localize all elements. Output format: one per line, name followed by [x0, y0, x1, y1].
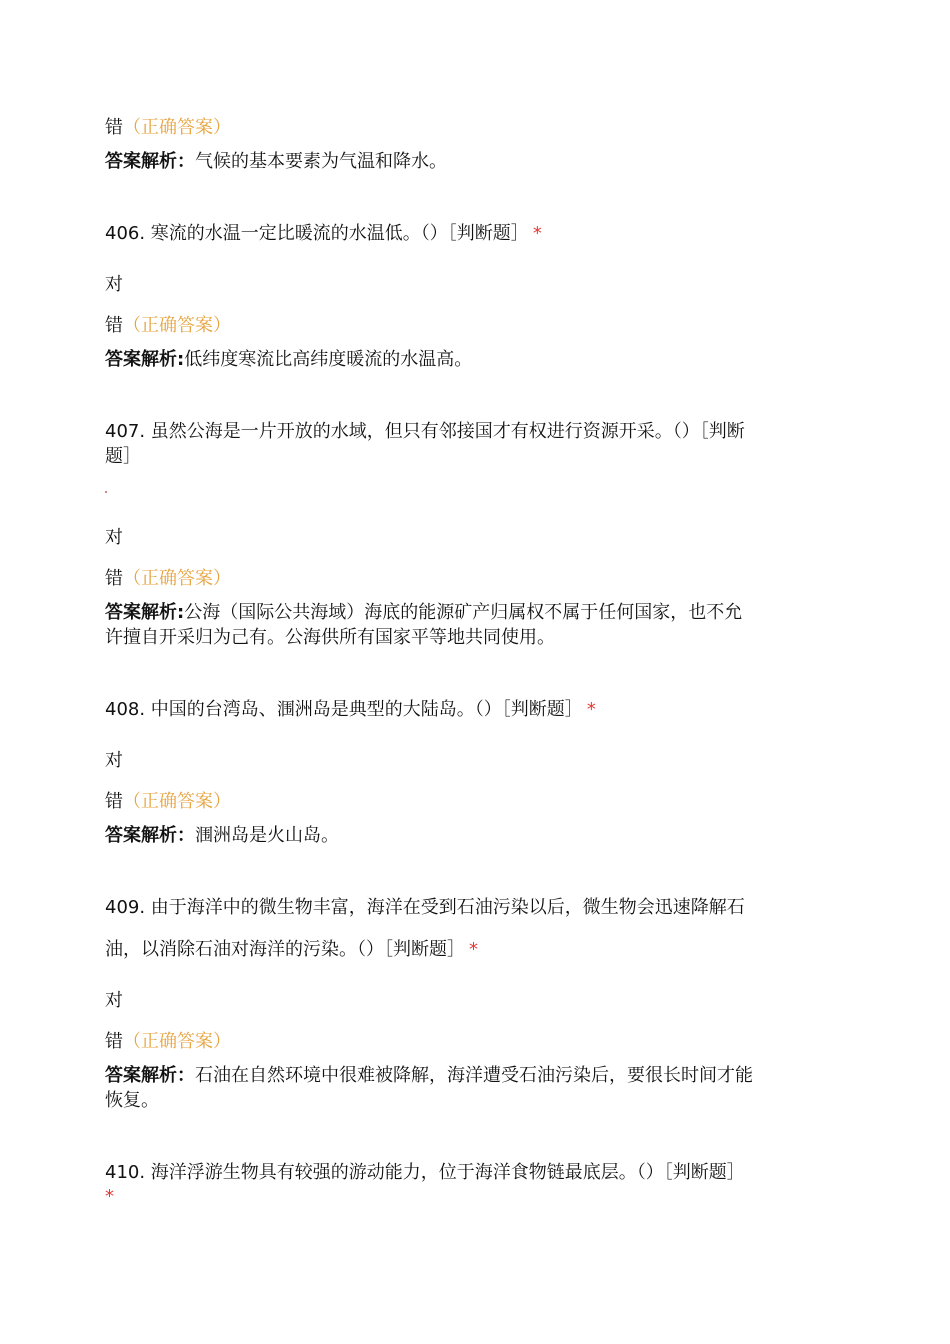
question-text-line1: 409. 由于海洋中的微生物丰富，海洋在受到石油污染以后，微生物会迅速降解石 [105, 897, 745, 918]
correct-answer-tag: （正确答案） [123, 1031, 231, 1052]
answer-analysis [105, 1064, 845, 1088]
question-text: 408. 中国的台湾岛、涠洲岛是典型的大陆岛。（）［判断题］ [105, 699, 583, 720]
analysis-text: 气候的基本要素为气温和降水。 [195, 151, 447, 172]
answer-analysis [105, 348, 845, 372]
analysis-text-line1: 公海（国际公共海域）海底的能源矿产归属权不属于任何国家，也不允 [184, 602, 743, 623]
option-wrong[interactable] [105, 314, 845, 338]
option-right-label: 对 [105, 527, 123, 548]
analysis-text-line1: 石油在自然环境中很难被降解，海洋遭受石油污染后，要很长时间才能 [195, 1065, 753, 1086]
correct-answer-tag: （正确答案） [123, 117, 231, 138]
question-text-line2: 题］ [105, 446, 141, 467]
analysis-text: 低纬度寒流比高纬度暖流的水温高。 [184, 349, 473, 370]
question-text-line2: 油，以消除石油对海洋的污染。（）［判断题］ [105, 939, 465, 960]
analysis-text: 涠洲岛是火山岛。 [195, 825, 339, 846]
option-wrong[interactable] [105, 1030, 845, 1054]
answer-analysis [105, 824, 845, 848]
option-right[interactable] [105, 526, 845, 550]
question-title [105, 222, 845, 246]
option-wrong-label: 错 [105, 315, 123, 336]
correct-answer-tag: （正确答案） [123, 315, 231, 336]
option-right[interactable] [105, 749, 845, 773]
analysis-label: 答案解析： [105, 1065, 195, 1086]
option-wrong[interactable] [105, 790, 845, 814]
question-text-line1: 407. 虽然公海是一片开放的水域，但只有邻接国才有权进行资源开采。（）［判断 [105, 421, 745, 442]
required-mark: * [532, 223, 542, 244]
question-title-continued [105, 938, 845, 962]
stray-dot [105, 491, 107, 493]
option-right-label: 对 [105, 990, 123, 1011]
question-title [105, 896, 845, 920]
question-title [105, 1161, 845, 1185]
answer-analysis-continued [105, 626, 845, 650]
question-text: 406. 寒流的水温一定比暖流的水温低。（）［判断题］ [105, 223, 529, 244]
option-right[interactable] [105, 273, 845, 297]
required-mark: * [105, 1186, 114, 1207]
question-title-continued [105, 445, 845, 469]
question-title [105, 420, 845, 444]
question-title [105, 698, 845, 722]
analysis-label: 答案解析： [105, 825, 195, 846]
option-wrong-label: 错 [105, 1031, 123, 1052]
option-wrong-label: 错 [105, 568, 123, 589]
option-wrong[interactable] [105, 116, 845, 140]
analysis-label: 答案解析: [105, 602, 185, 623]
required-mark: * [586, 699, 596, 720]
analysis-text-line2: 许擅自开采归为己有。公海供所有国家平等地共同使用。 [105, 627, 555, 648]
option-wrong[interactable] [105, 567, 845, 591]
required-mark: * [469, 939, 478, 960]
answer-analysis [105, 150, 845, 174]
analysis-text-line2: 恢复。 [105, 1090, 159, 1111]
answer-analysis-continued [105, 1089, 845, 1113]
option-wrong-label: 错 [105, 117, 123, 138]
analysis-label: 答案解析: [105, 349, 185, 370]
option-wrong-label: 错 [105, 791, 123, 812]
question-title-continued [105, 1185, 845, 1209]
correct-answer-tag: （正确答案） [123, 791, 231, 812]
analysis-label: 答案解析： [105, 151, 195, 172]
answer-analysis [105, 601, 845, 625]
correct-answer-tag: （正确答案） [123, 568, 231, 589]
option-right[interactable] [105, 989, 845, 1013]
question-text: 410. 海洋浮游生物具有较强的游动能力，位于海洋食物链最底层。（）［判断题］ [105, 1162, 745, 1183]
option-right-label: 对 [105, 750, 123, 771]
option-right-label: 对 [105, 274, 123, 295]
